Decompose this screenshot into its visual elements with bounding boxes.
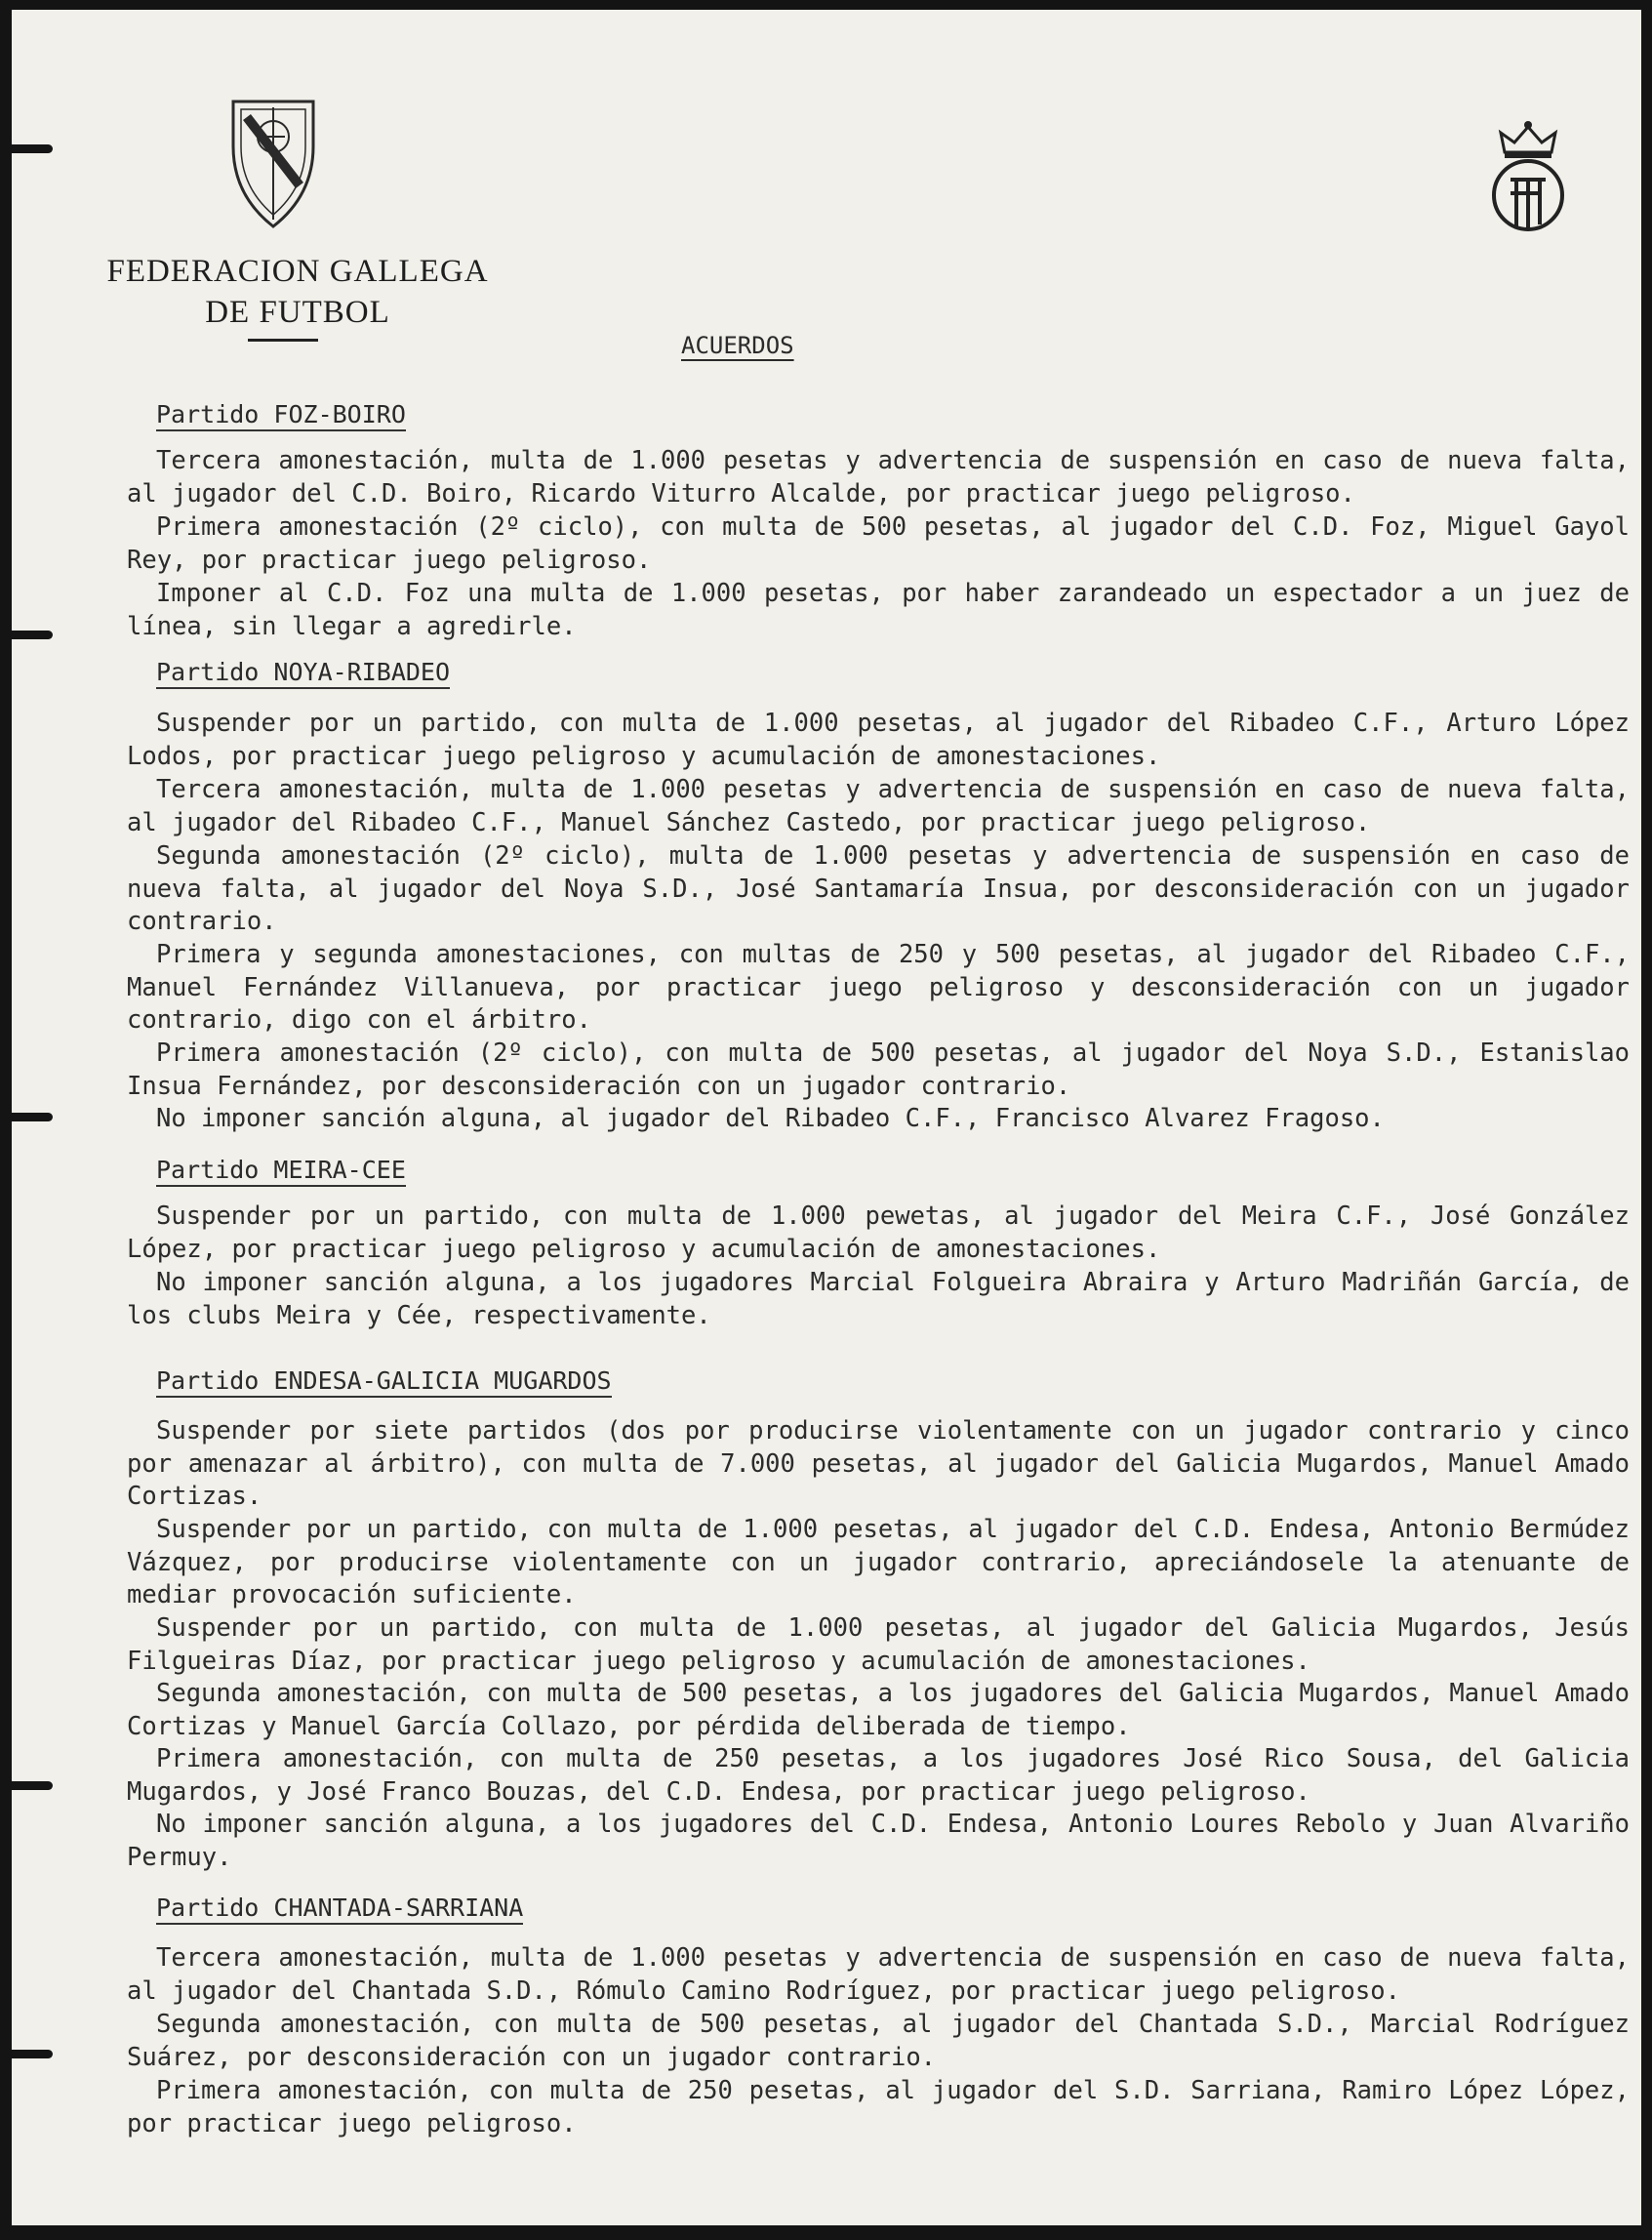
paragraph: Primera amonestación, con multa de 250 pesetas, a los jugadores José Rico Sousa, del Galicia Mugardos, y José Franco Bouzas, del C.D. Endesa, por practicar juego peligroso.: [127, 1744, 1630, 1807]
letterhead: [88, 98, 507, 342]
binder-hole: [12, 2050, 53, 2058]
paragraph: Tercera amonestación, multa de 1.000 pesetas y advertencia de suspensión en caso de nueva falta, al jugador del C.D. Boiro, Ricardo Viturro Alcalde, por practicar juego peligroso.: [127, 446, 1630, 509]
letterhead-rule: [248, 339, 318, 342]
section-heading: Partido NOYA-RIBADEO: [156, 658, 450, 689]
document-page: [12, 10, 1641, 2225]
section-heading: Partido MEIRA-CEE: [156, 1156, 406, 1187]
paragraph: No imponer sanción alguna, a los jugadores del C.D. Endesa, Antonio Loures Rebolo y Juan Alvariño Permuy.: [127, 1810, 1630, 1872]
paragraph: Primera amonestación (2º ciclo), con multa de 500 pesetas, al jugador del Noya S.D., Estanislao Insua Fernández, por desconsideración con un jugador contrario.: [127, 1039, 1630, 1101]
paragraph: Tercera amonestación, multa de 1.000 pesetas y advertencia de suspensión en caso de nueva falta, al jugador del Ribadeo C.F., Manuel Sánchez Castedo, por practicar juego peligroso.: [127, 775, 1630, 837]
paragraph: Imponer al C.D. Foz una multa de 1.000 pesetas, por haber zarandeado un espectador a un juez de línea, sin llegar a agredirle.: [127, 579, 1630, 641]
section-heading: Partido CHANTADA-SARRIANA: [156, 1894, 523, 1925]
paragraph: No imponer sanción alguna, al jugador del Ribadeo C.F., Francisco Alvarez Fragoso.: [156, 1104, 1385, 1133]
binder-hole: [12, 631, 53, 639]
paragraph: Primera amonestación, con multa de 250 pesetas, al jugador del S.D. Sarriana, Ramiro López López, por practicar juego peligroso.: [127, 2076, 1630, 2138]
crowned-federation-crest-icon: [1487, 119, 1569, 234]
binder-hole: [12, 1113, 53, 1121]
section-heading: Partido FOZ-BOIRO: [156, 400, 406, 431]
paragraph: Suspender por un partido, con multa de 1.000 pesetas, al jugador del Ribadeo C.F., Arturo López Lodos, por practicar juego peligroso y acumulación de amonestaciones.: [127, 709, 1630, 771]
org-name-line2: DE FUTBOL: [205, 295, 390, 330]
paragraph: Segunda amonestación (2º ciclo), multa de 1.000 pesetas y advertencia de suspensión en caso de nueva falta, al jugador del Noya S.D., José Santamaría Insua, por desconsideración con un jugador contrario.: [127, 841, 1630, 937]
org-name-line1: FEDERACION GALLEGA: [106, 254, 489, 289]
paragraph: Suspender por un partido, con multa de 1.000 pesetas, al jugador del Galicia Mugardos, Jesús Filgueiras Díaz, por practicar juego peligroso y acumulación de amonestaciones.: [127, 1613, 1630, 1676]
binder-hole: [12, 1781, 53, 1790]
paragraph: Segunda amonestación, con multa de 500 pesetas, al jugador del Chantada S.D., Marcial Rodríguez Suárez, por desconsideración con un jugador contrario.: [127, 2010, 1630, 2072]
paragraph: Primera amonestación (2º ciclo), con multa de 500 pesetas, al jugador del C.D. Foz, Miguel Gayol Rey, por practicar juego peligroso.: [127, 512, 1630, 575]
shield-emblem-icon: [229, 98, 317, 229]
paragraph: Suspender por un partido, con multa de 1.000 pewetas, al jugador del Meira C.F., José González López, por practicar juego peligroso y acumulación de amonestaciones.: [127, 1201, 1630, 1264]
document-title: ACUERDOS: [681, 332, 794, 359]
paragraph: Primera y segunda amonestaciones, con multas de 250 y 500 pesetas, al jugador del Ribadeo C.F., Manuel Fernández Villanueva, por practicar juego peligroso y desconsideración con un jugador contrario, digo con el árbitro.: [127, 940, 1630, 1036]
section-heading: Partido ENDESA-GALICIA MUGARDOS: [156, 1366, 612, 1398]
paragraph: Suspender por siete partidos (dos por producirse violentamente con un jugador contrario y cinco por amenazar al árbitro), con multa de 7.000 pesetas, al jugador del Galicia Mugardos, Manuel Amado Cortizas.: [127, 1416, 1630, 1512]
paragraph: Segunda amonestación, con multa de 500 pesetas, a los jugadores del Galicia Mugardos, Manuel Amado Cortizas y Manuel García Collazo, por pérdida deliberada de tiempo.: [127, 1679, 1630, 1741]
paragraph: Tercera amonestación, multa de 1.000 pesetas y advertencia de suspensión en caso de nueva falta, al jugador del Chantada S.D., Rómulo Camino Rodríguez, por practicar juego peligroso.: [127, 1943, 1630, 2006]
binder-hole: [12, 144, 53, 153]
paragraph: Suspender por un partido, con multa de 1.000 pesetas, al jugador del C.D. Endesa, Antonio Bermúdez Vázquez, por producirse violentamente con un jugador contrario, apreciándosele la atenuante de mediar provocación suficiente.: [127, 1515, 1630, 1610]
paragraph: No imponer sanción alguna, a los jugadores Marcial Folgueira Abraira y Arturo Madriñán García, de los clubs Meira y Cée, respectivamente.: [127, 1268, 1630, 1330]
